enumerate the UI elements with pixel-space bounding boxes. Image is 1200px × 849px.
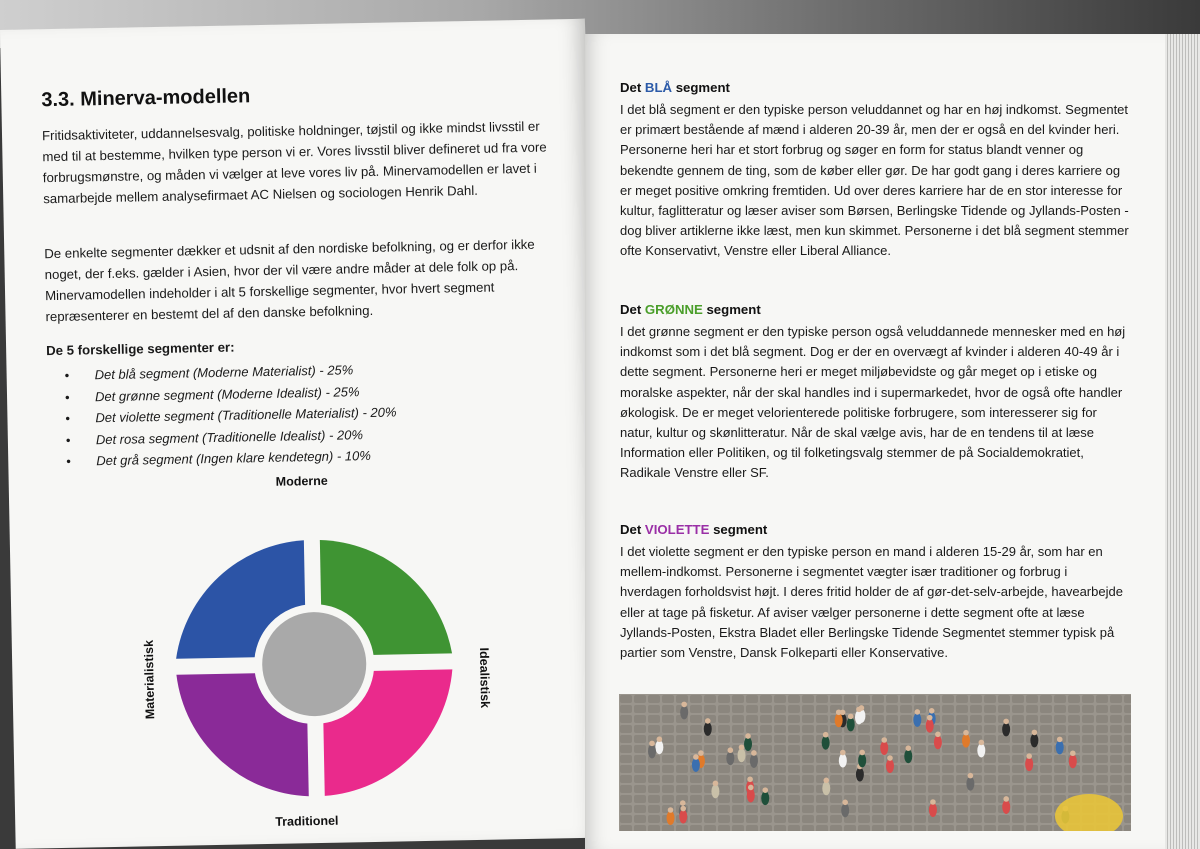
photo-person-head (681, 702, 687, 708)
photo-person-head (693, 754, 699, 760)
photo-person-head (657, 736, 663, 742)
photo-person (822, 736, 830, 750)
heading-suffix: segment (672, 80, 730, 95)
list-item: • Det grå segment (Ingen klare kendetegn) - 10% (66, 444, 397, 472)
heading-suffix: segment (709, 522, 768, 537)
photo-person (679, 810, 687, 824)
heading-color-word: VIOLETTE (644, 522, 710, 537)
photo-person-head (859, 750, 865, 756)
photo-person (886, 759, 894, 773)
photo-person (904, 749, 912, 763)
list-item: • Det blå segment (Moderne Materialist) - 25% (64, 358, 395, 386)
photo-person-head (887, 755, 893, 761)
photo-person-head (680, 806, 686, 812)
heading-suffix: segment (702, 302, 761, 317)
photo-person (841, 803, 849, 817)
photo-person-head (680, 800, 686, 806)
photo-person-head (1003, 796, 1009, 802)
photo-person-head (713, 781, 719, 787)
photo-person-head (728, 747, 734, 753)
photo-person-head (739, 744, 745, 750)
photo-person-head (856, 707, 862, 713)
right-page (585, 34, 1170, 849)
photo-person-head (927, 715, 933, 721)
photo-person (835, 713, 843, 727)
photo-person (839, 754, 847, 768)
violet-segment-text: I det violette segment er den typiske person en mand i alderen 15-29 år, som har en mellem-indkomst. Personerne i segmentet vægter især traditioner og forbrug i hverdagen forholdsvist højt. I deres fritid holder de af gør-det-selv-arbejde, havearbejde eller at tage på fisketur. Af aviser vælger personerne i dette segment ofte at læse Jyllands-Posten, Ekstra Bladet eller Berlingske Tidende Segmentet stemmer typisk på partier som Venstre, Dansk Folkeparti eller Konservative. (620, 544, 1123, 661)
photo-person-head (1070, 750, 1076, 756)
green-segment-heading (620, 302, 761, 317)
photo-person-head (823, 732, 829, 738)
photo-person-head (935, 731, 941, 737)
photo-person (1056, 740, 1064, 754)
photo-person (1002, 800, 1010, 814)
heading-prefix: Det (620, 522, 645, 537)
photo-person (726, 751, 734, 765)
green-segment-text: I det grønne segment er den typiske person også veluddannede mennesker med en høj indkomst som i det blå segment. Dog er der en overvægt af kvinder i alderen 40-49 år i dette segment. Personerne heri er meget miljøbevidste og går meget op i etiske og moralske aspekter, når der skal handles ind i supermarkedet, hvor de også ofte handler økologisk. De er meget velorienterede politiske forbrugere, som interesserer sig for natur, kultur og skønlitteratur. Når de skal vælge avis, har de en tendens til at læse Information eller Politiken, og til folketingsvalg stemmer de på Socialdemokratiet, Radikale Venstre eller SF. (620, 324, 1126, 481)
heading-prefix: Det (620, 302, 645, 317)
photo-person-head (823, 778, 829, 784)
center-circle (257, 607, 371, 721)
list-item: • Det violette segment (Traditionelle Materialist) - 20% (65, 401, 396, 429)
left-page (0, 19, 601, 849)
intro-paragraph: Fritidsaktiviteter, uddannelsesvalg, politiske holdninger, tøjstil og ikke mindst livsstil er med til at bestemme, hvilken type person vi er. Vores livsstil bliver defineret ud fra vore forbrugsmønstre, og måden vi vælger at leve vores liv på. Minervamodellen er lavet i samarbejde mellem analysefirmaet AC Nielsen og sociologen Henrik Dahl. (41, 118, 547, 207)
axis-label-idealistisk: Idealistisk (476, 647, 493, 709)
photo-person (738, 748, 746, 762)
photo-person (934, 735, 942, 749)
crowd-photo-image (619, 694, 1131, 831)
photo-person (711, 784, 719, 798)
list-item: • Det grønne segment (Moderne Idealist) - 25% (65, 380, 396, 408)
photo-person (655, 740, 663, 754)
segments-paragraph: De enkelte segmenter dækker et udsnit af den nordiske befolkning, og er derfor ikke noget, der f.eks. gælder i Asien, hvor der vil være andre måder at dele folk op på. Minervamodellen indeholder i alt 5 forskellige segmenter, hvor hvert segment repræsenterer en bestemt del af den danske befolkning. (44, 236, 535, 325)
photo-person-head (915, 709, 921, 715)
photo-person (929, 803, 937, 817)
photo-person (855, 710, 863, 724)
violet-segment-heading (620, 522, 767, 537)
photo-person (858, 753, 866, 767)
photo-person-head (747, 776, 753, 782)
photo-person-head (705, 718, 711, 724)
photo-person-head (929, 708, 935, 714)
photo-person-head (1057, 737, 1063, 743)
photo-person-head (649, 741, 655, 747)
photo-person (847, 717, 855, 731)
segment-list (64, 358, 397, 472)
photo-person (1030, 733, 1038, 747)
heading-color-word: BLÅ (644, 80, 673, 95)
photo-person (744, 737, 752, 751)
page-edge (1165, 34, 1200, 849)
blue-segment-heading (620, 80, 730, 95)
minerva-diagram (121, 470, 508, 847)
photo-person-head (1003, 719, 1009, 725)
photo-person (692, 758, 700, 772)
list-item: • Det rosa segment (Traditionelle Idealist) - 20% (66, 423, 397, 451)
photo-person (856, 767, 864, 781)
photo-person (962, 734, 970, 748)
photo-person-head (745, 733, 751, 739)
photo-person (667, 811, 675, 825)
photo-person-head (836, 709, 842, 715)
axis-label-materialistisk: Materialistisk (141, 639, 158, 720)
photo-person (750, 754, 758, 768)
photo-person (1025, 757, 1033, 771)
photo-person-head (668, 807, 674, 813)
list-heading: De 5 forskellige segmenter er: (46, 339, 235, 359)
axis-label-moderne: Moderne (275, 473, 328, 489)
heading-color-word: GRØNNE (644, 302, 703, 317)
photo-person-head (748, 785, 754, 791)
photo-person (926, 719, 934, 733)
heading-prefix: Det (620, 80, 645, 95)
photo-person-head (751, 750, 757, 756)
photo-person-head (698, 750, 704, 756)
photo-person-head (1026, 753, 1032, 759)
photo-person-head (1032, 730, 1038, 736)
photo-person-head (848, 714, 854, 720)
photo-person-head (881, 737, 887, 743)
photo-person-head (905, 745, 911, 751)
photo-person (1069, 754, 1077, 768)
photo-person (822, 781, 830, 795)
photo-person-head (963, 730, 969, 736)
photo-person-head (979, 740, 985, 746)
photo-person (880, 741, 888, 755)
quadrant-wheel (121, 470, 507, 817)
photo-person (680, 705, 688, 719)
photo-person (747, 788, 755, 802)
photo-person (648, 744, 656, 758)
photo-person (1002, 722, 1010, 736)
photo-person (704, 722, 712, 736)
photo-person (966, 777, 974, 791)
page-title: 3.3. Minerva-modellen (41, 85, 251, 112)
crowd-photo (619, 694, 1131, 831)
axis-label-traditionel: Traditionel (275, 813, 339, 829)
photo-person (761, 791, 769, 805)
blue-segment-text: I det blå segment er den typiske person veluddannet og har en høj indkomst. Segmentet er primært bestående af mænd i alderen 20-39 år, men der er også en del kvinder heri. Personerne heri har et stort forbrug og søger en form for status blandt venner og bekendte gennem de ting, som de køber eller gør. De har godt gang i deres karriere og er meget positive omkring fremtiden. Ud over deres karriere har de en stor interesse for kultur, faglitteratur og læser aviser som Børsen, Berlingske Tidende og Jyllands-Posten - dog bliver artiklerne ikke læst, men kun skimmet. Personerne i det blå segment stemmer ofte Konservativt, Venstre eller Liberal Alliance. (620, 102, 1129, 259)
photo-person-head (930, 799, 936, 805)
photo-person (977, 743, 985, 757)
photo-person (913, 713, 921, 727)
photo-person-head (840, 750, 846, 756)
photo-person-head (762, 787, 768, 793)
photo-person-head (968, 773, 974, 779)
photo-person-head (842, 800, 848, 806)
